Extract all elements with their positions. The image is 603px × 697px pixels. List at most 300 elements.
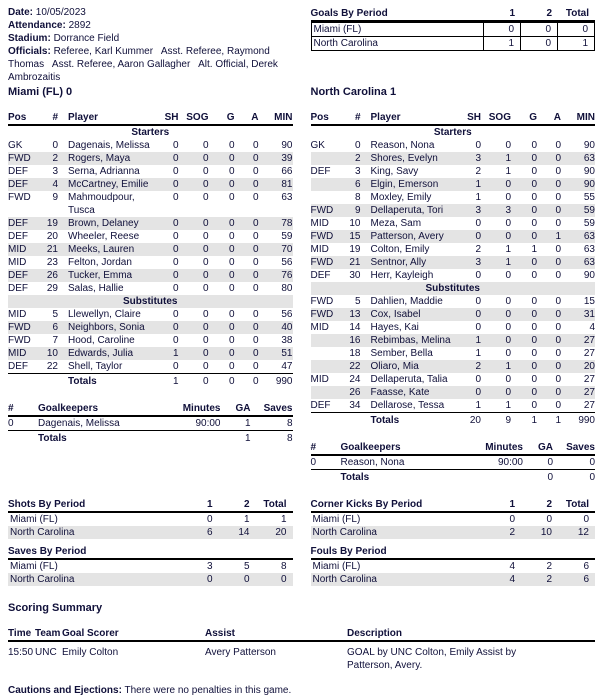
number-cell: 21 xyxy=(46,244,58,255)
period-1-value: 0 xyxy=(483,23,520,36)
number-cell: 20 xyxy=(46,231,58,242)
period-total-value: 12 xyxy=(577,527,589,538)
col-header-g: G xyxy=(226,112,235,123)
col-header-number: # xyxy=(354,112,361,123)
period-total-value: 20 xyxy=(275,527,287,538)
sog-cell: 0 xyxy=(202,153,209,164)
sog-cell: 0 xyxy=(505,322,511,333)
g-cell: 0 xyxy=(531,140,537,151)
col-header-assist: Assist xyxy=(205,628,236,639)
number-cell: 0 xyxy=(8,418,14,429)
number-cell: 10 xyxy=(46,348,58,359)
g-cell: 0 xyxy=(531,270,537,281)
goals-by-period-table xyxy=(311,6,596,86)
col-header-saves: Saves xyxy=(263,403,293,414)
g-cell: 0 xyxy=(531,361,537,372)
scoring-summary-header xyxy=(8,627,595,642)
g-cell: 0 xyxy=(228,322,235,333)
sog-cell: 3 xyxy=(505,205,511,216)
min-cell: 90 xyxy=(583,166,595,177)
roster-table-miami xyxy=(8,111,293,388)
g-cell: 0 xyxy=(228,179,235,190)
corner-kicks-header xyxy=(311,498,596,513)
min-cell: 55 xyxy=(583,192,595,203)
goalkeeper-totals-row xyxy=(311,470,596,484)
sh-cell: 1 xyxy=(475,192,481,203)
period-1-value: 4 xyxy=(509,561,515,572)
roster-header xyxy=(8,111,293,126)
corner-kicks-by-period-table xyxy=(311,498,596,539)
min-cell: 20 xyxy=(583,361,595,372)
g-cell: 0 xyxy=(531,231,537,242)
sh-cell: 1 xyxy=(475,400,481,411)
g-cell: 0 xyxy=(531,296,537,307)
a-cell: 0 xyxy=(555,361,561,372)
min-cell: 78 xyxy=(281,218,293,229)
period-2-value: 14 xyxy=(238,527,250,538)
player-name-cell: Brown, Delaney xyxy=(68,218,139,229)
sog-cell: 0 xyxy=(505,387,511,398)
number-cell: 18 xyxy=(349,348,361,359)
sog-cell: 0 xyxy=(202,283,209,294)
player-name-cell: Patterson, Avery xyxy=(370,231,444,242)
col-header-goal-scorer: Goal Scorer xyxy=(62,628,119,639)
player-row xyxy=(8,178,293,191)
player-row xyxy=(311,386,596,399)
player-name-cell: Wheeler, Reese xyxy=(68,231,140,242)
min-total: 990 xyxy=(275,376,293,387)
a-cell: 0 xyxy=(555,296,561,307)
period-total-value: 1 xyxy=(280,514,287,525)
player-row xyxy=(8,334,293,347)
sog-cell: 0 xyxy=(505,192,511,203)
g-cell: 0 xyxy=(228,309,235,320)
player-name-cell: Shell, Taylor xyxy=(68,361,123,372)
a-cell: 0 xyxy=(252,179,259,190)
player-row xyxy=(8,230,293,243)
shots-rows xyxy=(8,513,293,539)
a-cell: 0 xyxy=(555,335,561,346)
col-header-player: Player xyxy=(370,112,401,123)
sh-total: 1 xyxy=(172,376,179,387)
saves-rows xyxy=(8,560,293,586)
sh-cell: 0 xyxy=(172,322,179,333)
g-total: 1 xyxy=(531,415,537,426)
a-cell: 0 xyxy=(252,218,259,229)
period-1-value: 4 xyxy=(509,574,515,585)
g-cell: 0 xyxy=(228,153,235,164)
a-cell: 0 xyxy=(555,179,561,190)
a-cell: 0 xyxy=(252,335,259,346)
player-name-cell: Herr, Kayleigh xyxy=(370,270,434,281)
g-cell: 0 xyxy=(228,348,235,359)
officials-label: Officials: xyxy=(8,46,51,57)
cautions-label: Cautions and Ejections: xyxy=(8,685,122,696)
player-name-cell: Reason, Nona xyxy=(370,140,435,151)
number-cell: 22 xyxy=(349,361,361,372)
a-total: 1 xyxy=(555,415,561,426)
stat-row xyxy=(311,573,596,586)
unc-subs-rows xyxy=(311,295,596,412)
totals-label: Totals xyxy=(340,472,370,483)
number-cell: 34 xyxy=(349,400,361,411)
g-cell: 0 xyxy=(531,335,537,346)
number-cell: 10 xyxy=(349,218,361,229)
sh-cell: 0 xyxy=(475,374,481,385)
player-row xyxy=(8,165,293,178)
sh-cell: 0 xyxy=(475,387,481,398)
minutes-total xyxy=(465,471,523,484)
pos-cell xyxy=(311,334,341,347)
teams-row xyxy=(8,86,595,484)
number-cell: 8 xyxy=(354,192,361,203)
a-cell: 0 xyxy=(555,270,561,281)
sh-cell: 0 xyxy=(172,283,179,294)
sh-cell: 0 xyxy=(172,179,179,190)
saves-by-period-title: Saves By Period xyxy=(8,546,87,557)
sh-cell: 0 xyxy=(172,231,179,242)
player-row xyxy=(311,269,596,282)
player-name-cell: Faasse, Kate xyxy=(370,387,430,398)
stat-row xyxy=(8,560,293,573)
player-row xyxy=(311,308,596,321)
sog-cell: 1 xyxy=(505,166,511,177)
g-total: 0 xyxy=(228,376,235,387)
sh-cell: 2 xyxy=(475,166,481,177)
period-2-header: 2 xyxy=(243,499,250,510)
starters-section-label: Starters xyxy=(433,127,472,138)
a-cell: 0 xyxy=(252,361,259,372)
pos-cell: DEF xyxy=(8,361,28,372)
player-row xyxy=(311,373,596,386)
sh-cell: 1 xyxy=(172,348,179,359)
sh-cell: 1 xyxy=(475,348,481,359)
sog-cell: 0 xyxy=(202,348,209,359)
number-cell: 14 xyxy=(349,322,361,333)
player-row xyxy=(8,139,293,152)
pos-cell: DEF xyxy=(8,166,28,177)
pos-cell: MID xyxy=(8,348,27,359)
col-header-a: A xyxy=(553,112,561,123)
sh-cell: 2 xyxy=(475,244,481,255)
pos-cell xyxy=(8,375,38,388)
sh-cell: 0 xyxy=(172,309,179,320)
pos-cell: DEF xyxy=(310,270,331,281)
pos-cell xyxy=(311,414,341,427)
period-tables-row xyxy=(8,498,595,586)
col-header-sh: SH xyxy=(164,112,179,123)
team-name: Miami (FL) xyxy=(312,514,361,525)
fouls-by-period-header xyxy=(311,545,596,560)
number-cell: 15 xyxy=(349,231,361,242)
number-cell: 6 xyxy=(52,322,58,333)
team-heading-unc: North Carolina 1 xyxy=(310,86,397,98)
min-cell: 27 xyxy=(583,387,595,398)
sh-cell: 0 xyxy=(475,322,481,333)
a-cell: 0 xyxy=(555,192,561,203)
totals-label: Totals xyxy=(68,376,97,387)
col-header-min: MIN xyxy=(274,112,293,123)
player-row xyxy=(311,243,596,256)
g-cell: 0 xyxy=(228,231,235,242)
scoring-summary-row xyxy=(8,642,595,672)
sog-cell: 1 xyxy=(505,153,511,164)
sog-cell: 0 xyxy=(202,361,209,372)
sog-cell: 0 xyxy=(505,296,511,307)
pos-cell: FWD xyxy=(8,192,31,203)
sog-cell: 0 xyxy=(202,270,209,281)
period-total-value: 8 xyxy=(280,561,287,572)
number-cell: 6 xyxy=(354,179,361,190)
min-cell: 66 xyxy=(281,166,293,177)
sog-cell: 1 xyxy=(505,257,511,268)
player-name-cell: Edwards, Julia xyxy=(68,348,134,359)
sog-cell: 0 xyxy=(505,348,511,359)
sh-cell: 0 xyxy=(475,270,481,281)
number-cell: 23 xyxy=(46,257,58,268)
ga-total: 1 xyxy=(244,433,251,444)
col-header-pos: Pos xyxy=(8,112,27,123)
sog-cell: 0 xyxy=(505,374,511,385)
a-cell: 0 xyxy=(555,309,561,320)
sh-cell: 0 xyxy=(172,270,179,281)
number-cell: 30 xyxy=(349,270,361,281)
team-name: North Carolina xyxy=(313,38,378,49)
a-cell: 0 xyxy=(555,400,561,411)
pos-cell xyxy=(311,360,341,373)
col-header-minutes: Minutes xyxy=(182,403,221,414)
team-name: North Carolina xyxy=(312,527,377,538)
pos-cell: MID xyxy=(8,244,27,255)
sog-cell: 0 xyxy=(202,218,209,229)
g-cell: 0 xyxy=(228,335,235,346)
a-cell: 0 xyxy=(555,257,561,268)
player-name-cell: Meza, Sam xyxy=(370,218,422,229)
pos-cell: MID xyxy=(310,322,329,333)
sh-cell: 3 xyxy=(475,153,481,164)
team-heading-miami: Miami (FL) 0 xyxy=(8,86,73,98)
col-header-minutes: Minutes xyxy=(485,442,523,453)
roster-table-unc xyxy=(311,111,596,427)
player-name-cell: Moxley, Emily xyxy=(370,192,432,203)
stat-row xyxy=(311,513,596,526)
pos-cell: MID xyxy=(310,244,329,255)
period-total-header: Total xyxy=(565,499,589,510)
min-cell: 90 xyxy=(583,270,595,281)
a-cell: 0 xyxy=(555,348,561,359)
player-name-cell: Shores, Evelyn xyxy=(370,153,438,164)
period-total-value: 0 xyxy=(583,514,589,525)
player-row xyxy=(8,321,293,334)
col-header-min: MIN xyxy=(576,112,595,123)
number-cell: 26 xyxy=(349,387,361,398)
a-cell: 0 xyxy=(252,257,259,268)
period-1-value: 1 xyxy=(483,37,520,50)
sh-cell: 1 xyxy=(475,179,481,190)
min-cell: 51 xyxy=(281,348,293,359)
number-cell xyxy=(341,414,361,427)
period-2-value: 0 xyxy=(243,574,250,585)
corner-kicks-rows xyxy=(311,513,596,539)
time-cell: 15:50 xyxy=(8,647,34,658)
number-cell: 22 xyxy=(46,361,58,372)
player-name-cell: Dellarose, Tessa xyxy=(370,400,445,411)
unc-starters-rows xyxy=(311,139,596,282)
g-cell: 0 xyxy=(531,166,537,177)
min-cell: 31 xyxy=(583,309,595,320)
sog-cell: 0 xyxy=(505,218,511,229)
period-total-value: 0 xyxy=(557,23,594,36)
player-row xyxy=(311,165,596,178)
min-cell: 63 xyxy=(583,231,595,242)
player-name-cell: Meeks, Lauren xyxy=(68,244,135,255)
period-1-value: 0 xyxy=(206,574,213,585)
unc-panel xyxy=(311,86,596,484)
assist-cell: Avery Patterson xyxy=(205,647,276,658)
col-header-team: Team xyxy=(35,628,61,639)
col-header-number: # xyxy=(8,403,14,414)
miami-panel xyxy=(8,86,293,484)
player-name-cell: Felton, Jordan xyxy=(68,257,132,268)
player-name-cell: Hayes, Kai xyxy=(370,322,419,333)
player-row xyxy=(8,191,293,217)
col-header-a: A xyxy=(251,112,259,123)
starters-section-label: Starters xyxy=(131,127,170,138)
col-header-pos: Pos xyxy=(310,112,329,123)
min-cell: 76 xyxy=(281,270,293,281)
g-cell: 0 xyxy=(228,244,235,255)
player-name-cell: Dahlien, Maddie xyxy=(370,296,443,307)
pos-cell xyxy=(311,386,341,399)
a-cell: 0 xyxy=(252,153,259,164)
miami-subs-rows xyxy=(8,308,293,373)
a-cell: 0 xyxy=(252,140,259,151)
g-cell: 0 xyxy=(531,387,537,398)
player-row xyxy=(311,321,596,334)
number-cell: 3 xyxy=(354,166,361,177)
period-2-value: 0 xyxy=(546,514,552,525)
goalkeeper-totals-row xyxy=(8,431,293,445)
a-cell: 0 xyxy=(555,218,561,229)
min-cell: 63 xyxy=(583,257,595,268)
pos-cell: FWD xyxy=(310,296,334,307)
team-cell: UNC xyxy=(35,647,57,658)
totals-row xyxy=(311,412,596,427)
player-name-cell: Dagenais, Melissa xyxy=(68,140,150,151)
a-cell: 0 xyxy=(555,244,561,255)
col-header-number: # xyxy=(310,442,317,453)
pos-cell: MID xyxy=(8,257,27,268)
period-total-value: 0 xyxy=(280,574,287,585)
period-2-header: 2 xyxy=(546,499,552,510)
g-cell: 0 xyxy=(228,283,235,294)
min-cell: 63 xyxy=(583,153,595,164)
pos-cell xyxy=(311,347,341,360)
pos-cell: DEF xyxy=(8,218,28,229)
col-header-description: Description xyxy=(347,628,403,639)
pos-cell: GK xyxy=(8,140,23,151)
player-name-cell: Cox, Isabel xyxy=(370,309,421,320)
pos-cell xyxy=(311,178,341,191)
sog-cell: 0 xyxy=(202,166,209,177)
player-name-cell: Rogers, Maya xyxy=(68,153,131,164)
saves-cell: 8 xyxy=(286,418,293,429)
sog-cell: 0 xyxy=(505,179,511,190)
number-cell: 13 xyxy=(349,309,361,320)
g-cell: 0 xyxy=(531,218,537,229)
player-row xyxy=(311,360,596,373)
min-cell: 63 xyxy=(583,244,595,255)
period-1-header: 1 xyxy=(509,499,515,510)
g-cell: 0 xyxy=(531,257,537,268)
period-total-value: 1 xyxy=(557,37,594,50)
number-cell: 21 xyxy=(349,257,361,268)
g-cell: 0 xyxy=(531,400,537,411)
min-cell: 80 xyxy=(281,283,293,294)
goal-scorer-cell: Emily Colton xyxy=(62,647,119,658)
goalkeepers-header xyxy=(311,441,596,456)
pos-cell: MID xyxy=(310,218,329,229)
player-row xyxy=(311,230,596,243)
goalkeeper-name-cell: Reason, Nona xyxy=(340,457,405,468)
saves-total: 8 xyxy=(286,433,293,444)
player-name-cell: Rebimbas, Melina xyxy=(370,335,451,346)
goals-by-period-header xyxy=(311,7,596,22)
fouls-by-period-table xyxy=(311,545,596,586)
a-cell: 1 xyxy=(555,231,561,242)
saves-cell: 0 xyxy=(589,457,595,468)
a-cell: 0 xyxy=(555,205,561,216)
saves-by-period-header xyxy=(8,545,293,560)
minutes-total xyxy=(163,432,221,445)
sh-cell: 0 xyxy=(172,257,179,268)
min-cell: 15 xyxy=(583,296,595,307)
pos-cell: FWD xyxy=(310,309,334,320)
goalkeepers-table-unc xyxy=(311,441,596,484)
sog-cell: 0 xyxy=(202,257,209,268)
a-cell: 0 xyxy=(555,387,561,398)
player-name-cell: Hood, Caroline xyxy=(68,335,135,346)
player-row xyxy=(311,178,596,191)
ga-total: 0 xyxy=(547,472,553,483)
min-cell: 59 xyxy=(281,231,293,242)
number-cell: 26 xyxy=(46,270,58,281)
number-cell: 3 xyxy=(52,166,58,177)
goalkeepers-table-miami xyxy=(8,402,293,445)
player-name-cell: Colton, Emily xyxy=(370,244,430,255)
min-cell: 27 xyxy=(583,335,595,346)
period-2-value: 0 xyxy=(520,37,557,50)
sh-cell: 0 xyxy=(172,218,179,229)
goalkeepers-header xyxy=(8,402,293,417)
miami-starters-rows xyxy=(8,139,293,295)
number-cell: 5 xyxy=(52,309,58,320)
sog-cell: 0 xyxy=(202,231,209,242)
player-row xyxy=(311,295,596,308)
min-cell: 63 xyxy=(281,192,293,203)
player-row xyxy=(8,269,293,282)
g-cell: 0 xyxy=(531,153,537,164)
g-cell: 0 xyxy=(531,309,537,320)
period-total-value: 6 xyxy=(583,561,589,572)
sog-cell: 0 xyxy=(202,309,209,320)
pos-cell: FWD xyxy=(8,335,31,346)
player-name-cell: Serna, Adrianna xyxy=(68,166,140,177)
col-header-ga: GA xyxy=(538,442,553,453)
number-cell: 0 xyxy=(52,140,58,151)
a-cell: 0 xyxy=(252,166,259,177)
stadium-value: Dorrance Field xyxy=(53,33,120,44)
